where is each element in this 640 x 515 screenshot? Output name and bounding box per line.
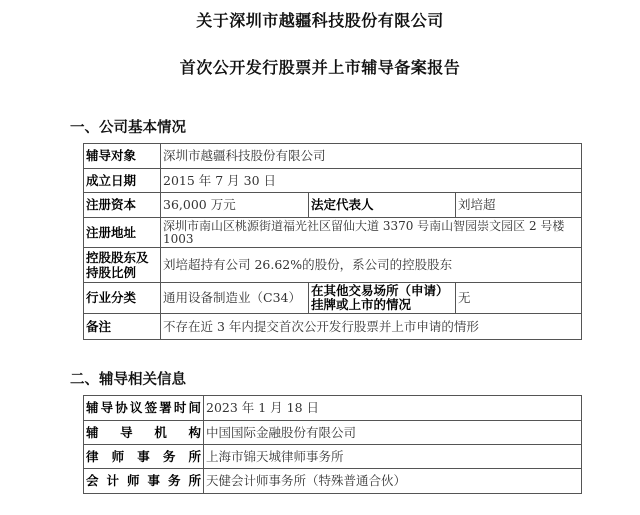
table-row bbox=[84, 218, 582, 248]
table-row bbox=[84, 396, 582, 421]
legal-rep-value: 刘培超 bbox=[456, 193, 582, 218]
accounting-firm-value: 天健会计师事务所（特殊普通合伙） bbox=[204, 469, 582, 494]
controller-value: 刘培超持有公司 26.62%的股份，系公司的控股股东 bbox=[161, 248, 582, 283]
table-row bbox=[84, 144, 582, 169]
industry-value: 通用设备制造业（C34） bbox=[161, 283, 309, 314]
founded-label: 成立日期 bbox=[84, 169, 161, 193]
section1-heading: 一、公司基本情况 bbox=[70, 120, 186, 136]
document-title-line1: 关于深圳市越疆科技股份有限公司 bbox=[196, 11, 444, 30]
table-row bbox=[84, 445, 582, 469]
industry-label: 行业分类 bbox=[84, 283, 161, 314]
accounting-firm-label: 会计师事务所 bbox=[84, 469, 204, 494]
guidance-institution-value: 中国国际金融股份有限公司 bbox=[204, 421, 582, 445]
address-value: 深圳市南山区桃源街道福光社区留仙大道 3370 号南山智园崇文园区 2 号楼 1003 bbox=[161, 218, 582, 248]
guidance-institution-label: 辅导机构 bbox=[84, 421, 204, 445]
remarks-value: 不存在近 3 年内提交首次公开发行股票并上市申请的情形 bbox=[161, 314, 582, 340]
other-listing-label: 在其他交易场所（申请）挂牌或上市的情况 bbox=[309, 283, 456, 314]
section2-heading: 二、辅导相关信息 bbox=[70, 372, 186, 388]
table-row bbox=[84, 169, 582, 193]
founded-value: 2015 年 7 月 30 日 bbox=[161, 169, 582, 193]
table-row bbox=[84, 314, 582, 340]
guidance-info-table bbox=[83, 395, 582, 494]
target-label: 辅导对象 bbox=[84, 144, 161, 169]
table-row bbox=[84, 248, 582, 283]
table-row bbox=[84, 283, 582, 314]
agreement-date-value: 2023 年 1 月 18 日 bbox=[204, 396, 582, 421]
remarks-label: 备注 bbox=[84, 314, 161, 340]
table-row bbox=[84, 469, 582, 494]
address-label: 注册地址 bbox=[84, 218, 161, 248]
document-title-line2: 首次公开发行股票并上市辅导备案报告 bbox=[179, 58, 461, 77]
capital-label: 注册资本 bbox=[84, 193, 161, 218]
company-info-table bbox=[83, 143, 582, 340]
table-row bbox=[84, 421, 582, 445]
other-listing-value: 无 bbox=[456, 283, 582, 314]
target-value: 深圳市越疆科技股份有限公司 bbox=[161, 144, 582, 169]
table-row bbox=[84, 193, 582, 218]
legal-rep-label: 法定代表人 bbox=[309, 193, 456, 218]
controller-label: 控股股东及持股比例 bbox=[84, 248, 161, 283]
law-firm-value: 上海市锦天城律师事务所 bbox=[204, 445, 582, 469]
law-firm-label: 律师事务所 bbox=[84, 445, 204, 469]
agreement-date-label: 辅导协议签署时间 bbox=[84, 396, 204, 421]
capital-value: 36,000 万元 bbox=[161, 193, 309, 218]
